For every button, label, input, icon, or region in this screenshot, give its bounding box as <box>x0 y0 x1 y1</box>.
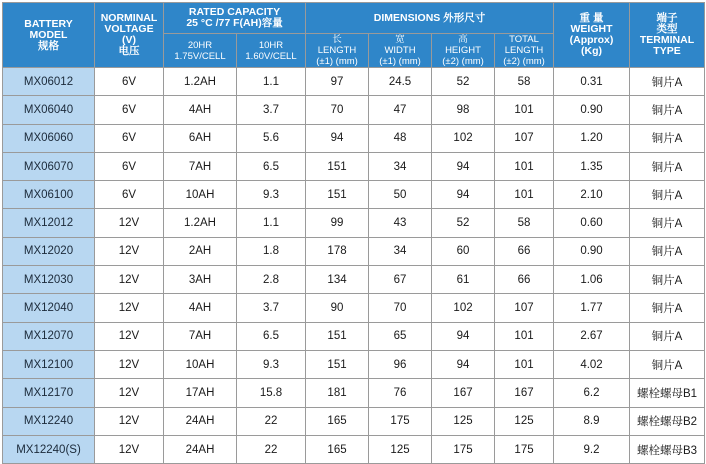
width-cell: 70 <box>369 294 432 322</box>
width-cell: 34 <box>369 237 432 265</box>
voltage-cell: 6V <box>95 68 164 96</box>
total-length-cell: 101 <box>495 350 554 378</box>
length-cell: 178 <box>306 237 369 265</box>
model-cell: MX12070 <box>3 322 95 350</box>
model-cell: MX12020 <box>3 237 95 265</box>
capacity-10hr-cell: 6.5 <box>237 322 306 350</box>
total-length-cell: 167 <box>495 379 554 407</box>
length-cell: 99 <box>306 209 369 237</box>
header-length: 长 LENGTH (±1) (mm) <box>306 34 369 68</box>
length-cell: 151 <box>306 181 369 209</box>
weight-cell: 4.02 <box>554 350 630 378</box>
width-cell: 67 <box>369 266 432 294</box>
capacity-10hr-cell: 6.5 <box>237 152 306 180</box>
terminal-type-cell: 铜片A <box>630 68 705 96</box>
table-row <box>3 350 705 378</box>
voltage-cell: 12V <box>95 407 164 435</box>
length-cell: 90 <box>306 294 369 322</box>
model-cell: MX12030 <box>3 266 95 294</box>
terminal-type-cell: 铜片A <box>630 96 705 124</box>
voltage-cell: 12V <box>95 237 164 265</box>
weight-cell: 6.2 <box>554 379 630 407</box>
capacity-20hr-cell: 1.2AH <box>164 68 237 96</box>
total-length-cell: 66 <box>495 266 554 294</box>
capacity-20hr-cell: 7AH <box>164 322 237 350</box>
model-cell: MX12240 <box>3 407 95 435</box>
header-dimensions: DIMENSIONS 外形尺寸 <box>306 3 554 34</box>
weight-cell: 0.90 <box>554 96 630 124</box>
width-cell: 43 <box>369 209 432 237</box>
terminal-type-cell: 铜片A <box>630 237 705 265</box>
header-model: BATTERY MODEL 规格 <box>3 3 95 68</box>
weight-cell: 9.2 <box>554 435 630 463</box>
weight-cell: 2.67 <box>554 322 630 350</box>
capacity-20hr-cell: 4AH <box>164 96 237 124</box>
battery-spec-table <box>2 2 705 464</box>
height-cell: 52 <box>432 209 495 237</box>
capacity-10hr-cell: 9.3 <box>237 350 306 378</box>
width-cell: 76 <box>369 379 432 407</box>
terminal-type-cell: 铜片A <box>630 294 705 322</box>
capacity-10hr-cell: 3.7 <box>237 96 306 124</box>
length-cell: 151 <box>306 152 369 180</box>
width-cell: 47 <box>369 96 432 124</box>
voltage-cell: 12V <box>95 209 164 237</box>
voltage-cell: 6V <box>95 96 164 124</box>
total-length-cell: 58 <box>495 209 554 237</box>
total-length-cell: 66 <box>495 237 554 265</box>
total-length-cell: 175 <box>495 435 554 463</box>
weight-cell: 2.10 <box>554 181 630 209</box>
weight-cell: 0.31 <box>554 68 630 96</box>
capacity-10hr-cell: 3.7 <box>237 294 306 322</box>
model-cell: MX12012 <box>3 209 95 237</box>
capacity-10hr-cell: 22 <box>237 435 306 463</box>
voltage-cell: 6V <box>95 124 164 152</box>
total-length-cell: 101 <box>495 322 554 350</box>
voltage-cell: 12V <box>95 294 164 322</box>
length-cell: 134 <box>306 266 369 294</box>
model-cell: MX06040 <box>3 96 95 124</box>
width-cell: 24.5 <box>369 68 432 96</box>
model-cell: MX06012 <box>3 68 95 96</box>
battery-spec-sheet <box>2 2 704 457</box>
capacity-10hr-cell: 15.8 <box>237 379 306 407</box>
header-weight: 重 量 WEIGHT (Approx) (Kg) <box>554 3 630 68</box>
capacity-20hr-cell: 4AH <box>164 294 237 322</box>
terminal-type-cell: 铜片A <box>630 124 705 152</box>
height-cell: 167 <box>432 379 495 407</box>
model-cell: MX12040 <box>3 294 95 322</box>
table-row <box>3 209 705 237</box>
height-cell: 94 <box>432 181 495 209</box>
terminal-type-cell: 铜片A <box>630 152 705 180</box>
height-cell: 94 <box>432 350 495 378</box>
voltage-cell: 12V <box>95 350 164 378</box>
weight-cell: 1.77 <box>554 294 630 322</box>
capacity-20hr-cell: 2AH <box>164 237 237 265</box>
terminal-type-cell: 螺栓螺母B3 <box>630 435 705 463</box>
table-row <box>3 96 705 124</box>
height-cell: 98 <box>432 96 495 124</box>
header-width: 宽 WIDTH (±1) (mm) <box>369 34 432 68</box>
table-row <box>3 68 705 96</box>
height-cell: 60 <box>432 237 495 265</box>
table-row <box>3 152 705 180</box>
voltage-cell: 12V <box>95 322 164 350</box>
weight-cell: 1.35 <box>554 152 630 180</box>
width-cell: 50 <box>369 181 432 209</box>
height-cell: 102 <box>432 294 495 322</box>
length-cell: 97 <box>306 68 369 96</box>
weight-cell: 8.9 <box>554 407 630 435</box>
model-cell: MX06060 <box>3 124 95 152</box>
header-total-length: TOTAL LENGTH (±2) (mm) <box>495 34 554 68</box>
capacity-10hr-cell: 1.1 <box>237 68 306 96</box>
length-cell: 151 <box>306 350 369 378</box>
terminal-type-cell: 铜片A <box>630 266 705 294</box>
total-length-cell: 101 <box>495 152 554 180</box>
table-row <box>3 181 705 209</box>
height-cell: 125 <box>432 407 495 435</box>
voltage-cell: 12V <box>95 379 164 407</box>
length-cell: 165 <box>306 435 369 463</box>
header-rated-capacity: RATED CAPACITY 25 °C /77 F(AH)容量 <box>164 3 306 34</box>
table-row <box>3 294 705 322</box>
width-cell: 65 <box>369 322 432 350</box>
capacity-20hr-cell: 3AH <box>164 266 237 294</box>
header-terminal-type: 端子 类型 TERMINAL TYPE <box>630 3 705 68</box>
capacity-10hr-cell: 5.6 <box>237 124 306 152</box>
model-cell: MX06100 <box>3 181 95 209</box>
table-row <box>3 266 705 294</box>
total-length-cell: 58 <box>495 68 554 96</box>
voltage-cell: 12V <box>95 266 164 294</box>
model-cell: MX06070 <box>3 152 95 180</box>
capacity-20hr-cell: 10AH <box>164 181 237 209</box>
total-length-cell: 101 <box>495 96 554 124</box>
width-cell: 48 <box>369 124 432 152</box>
table-row <box>3 435 705 463</box>
width-cell: 96 <box>369 350 432 378</box>
table-header <box>3 3 705 68</box>
table-row <box>3 322 705 350</box>
capacity-10hr-cell: 9.3 <box>237 181 306 209</box>
length-cell: 165 <box>306 407 369 435</box>
voltage-cell: 12V <box>95 435 164 463</box>
width-cell: 125 <box>369 435 432 463</box>
table-row <box>3 407 705 435</box>
total-length-cell: 107 <box>495 294 554 322</box>
total-length-cell: 125 <box>495 407 554 435</box>
table-row <box>3 379 705 407</box>
height-cell: 94 <box>432 152 495 180</box>
capacity-10hr-cell: 22 <box>237 407 306 435</box>
model-cell: MX12100 <box>3 350 95 378</box>
total-length-cell: 101 <box>495 181 554 209</box>
height-cell: 175 <box>432 435 495 463</box>
capacity-20hr-cell: 7AH <box>164 152 237 180</box>
table-body <box>3 68 705 464</box>
header-height: 高 HEIGHT (±2) (mm) <box>432 34 495 68</box>
capacity-10hr-cell: 2.8 <box>237 266 306 294</box>
weight-cell: 1.20 <box>554 124 630 152</box>
table-row <box>3 124 705 152</box>
capacity-20hr-cell: 24AH <box>164 407 237 435</box>
weight-cell: 1.06 <box>554 266 630 294</box>
capacity-10hr-cell: 1.8 <box>237 237 306 265</box>
length-cell: 94 <box>306 124 369 152</box>
total-length-cell: 107 <box>495 124 554 152</box>
capacity-20hr-cell: 10AH <box>164 350 237 378</box>
height-cell: 94 <box>432 322 495 350</box>
weight-cell: 0.60 <box>554 209 630 237</box>
length-cell: 181 <box>306 379 369 407</box>
capacity-20hr-cell: 1.2AH <box>164 209 237 237</box>
model-cell: MX12240(S) <box>3 435 95 463</box>
capacity-20hr-cell: 6AH <box>164 124 237 152</box>
capacity-20hr-cell: 17AH <box>164 379 237 407</box>
height-cell: 61 <box>432 266 495 294</box>
length-cell: 151 <box>306 322 369 350</box>
terminal-type-cell: 铜片A <box>630 322 705 350</box>
voltage-cell: 6V <box>95 152 164 180</box>
terminal-type-cell: 铜片A <box>630 350 705 378</box>
capacity-20hr-cell: 24AH <box>164 435 237 463</box>
header-voltage: NORMINAL VOLTAGE (V) 电压 <box>95 3 164 68</box>
width-cell: 175 <box>369 407 432 435</box>
width-cell: 34 <box>369 152 432 180</box>
voltage-cell: 6V <box>95 181 164 209</box>
table-row <box>3 237 705 265</box>
terminal-type-cell: 铜片A <box>630 209 705 237</box>
terminal-type-cell: 螺栓螺母B2 <box>630 407 705 435</box>
weight-cell: 0.90 <box>554 237 630 265</box>
terminal-type-cell: 铜片A <box>630 181 705 209</box>
header-capacity-20hr: 20HR 1.75V/CELL <box>164 34 237 68</box>
height-cell: 52 <box>432 68 495 96</box>
terminal-type-cell: 螺栓螺母B1 <box>630 379 705 407</box>
header-capacity-10hr: 10HR 1.60V/CELL <box>237 34 306 68</box>
height-cell: 102 <box>432 124 495 152</box>
capacity-10hr-cell: 1.1 <box>237 209 306 237</box>
model-cell: MX12170 <box>3 379 95 407</box>
length-cell: 70 <box>306 96 369 124</box>
